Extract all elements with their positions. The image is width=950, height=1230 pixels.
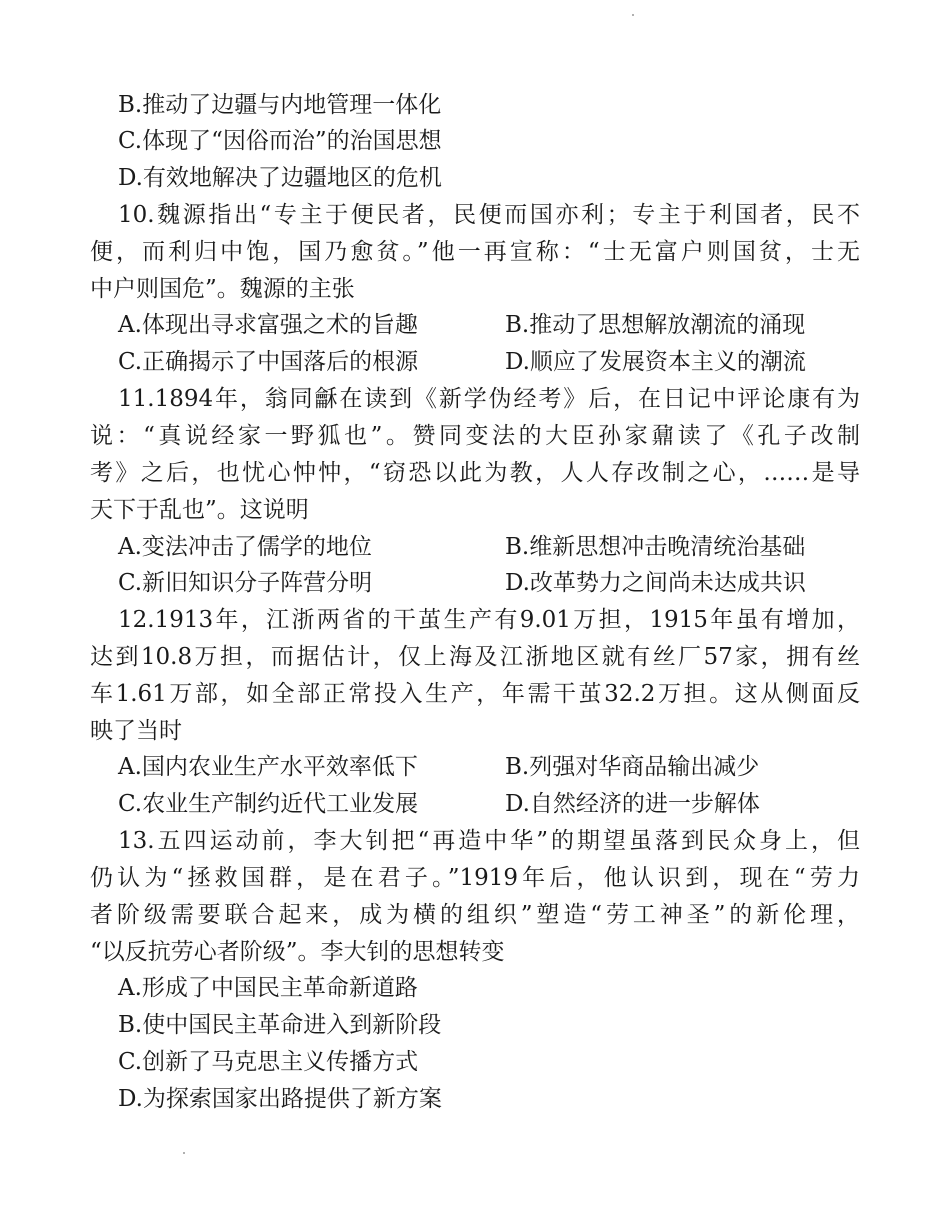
q9-option-d: D.有效地解决了边疆地区的危机 bbox=[118, 165, 442, 191]
q10-option-c: C.正确揭示了中国落后的根源 bbox=[118, 349, 419, 375]
q13-option-d: D.为探索国家出路提供了新方案 bbox=[118, 1086, 442, 1112]
q12-option-c: C.农业生产制约近代工业发展 bbox=[118, 791, 419, 817]
q12-stem-line-4: 映了当时 bbox=[90, 718, 182, 744]
q10-option-a: A.体现出寻求富强之术的旨趣 bbox=[118, 312, 418, 338]
scan-speck bbox=[183, 1152, 185, 1154]
q13-stem-line-1: 13.五四运动前，李大钊把“再造中华”的期望虽落到民众身上，但 bbox=[118, 828, 860, 854]
q10-stem-line-2: 便，而利归中饱，国乃愈贫。”他一再宣称：“士无富户则国贫，士无 bbox=[90, 239, 860, 265]
q10-option-b: B.推动了思想解放潮流的涌现 bbox=[505, 312, 806, 338]
q13-stem-line-4: “以反抗劳心者阶级”。李大钊的思想转变 bbox=[90, 939, 505, 965]
q10-stem-line-3: 中户则国危”。魏源的主张 bbox=[90, 276, 355, 302]
q11-stem-line-4: 天下于乱也”。这说明 bbox=[90, 497, 309, 523]
q9-option-b: B.推动了边疆与内地管理一体化 bbox=[118, 92, 442, 118]
q13-option-c: C.创新了马克思主义传播方式 bbox=[118, 1049, 419, 1075]
q11-option-b: B.维新思想冲击晚清统治基础 bbox=[505, 534, 806, 560]
q12-stem-line-2: 达到10.8万担，而据估计，仅上海及江浙地区就有丝厂57家，拥有丝 bbox=[90, 644, 860, 670]
q11-stem-line-3: 考》之后，也忧心忡忡，“窃恐以此为教，人人存改制之心，……是导 bbox=[90, 460, 860, 486]
q11-stem-line-1: 11.1894年，翁同龢在读到《新学伪经考》后，在日记中评论康有为 bbox=[118, 386, 860, 412]
q12-stem-line-1: 12.1913年，江浙两省的干茧生产有9.01万担，1915年虽有增加， bbox=[118, 607, 860, 633]
q9-option-c: C.体现了“因俗而治”的治国思想 bbox=[118, 128, 442, 154]
q10-stem-line-1: 10.魏源指出“专主于便民者，民便而国亦利；专主于利国者，民不 bbox=[118, 202, 860, 228]
q13-stem-line-2: 仍认为“拯救国群，是在君子。”1919年后，他认识到，现在“劳力 bbox=[90, 865, 860, 891]
q13-stem-line-3: 者阶级需要联合起来，成为横的组织”塑造“劳工神圣”的新伦理， bbox=[90, 902, 860, 928]
q12-option-a: A.国内农业生产水平效率低下 bbox=[118, 754, 418, 780]
q13-option-b: B.使中国民主革命进入到新阶段 bbox=[118, 1012, 442, 1038]
q12-stem-line-3: 车1.61万部，如全部正常投入生产，年需干茧32.2万担。这从侧面反 bbox=[90, 681, 860, 707]
q10-option-d: D.顺应了发展资本主义的潮流 bbox=[505, 349, 806, 375]
q11-option-c: C.新旧知识分子阵营分明 bbox=[118, 570, 373, 596]
q13-option-a: A.形成了中国民主革命新道路 bbox=[118, 975, 418, 1001]
q11-option-d: D.改革势力之间尚未达成共识 bbox=[505, 570, 806, 596]
q11-option-a: A.变法冲击了儒学的地位 bbox=[118, 534, 372, 560]
q12-option-d: D.自然经济的进一步解体 bbox=[505, 791, 760, 817]
q12-option-b: B.列强对华商品输出减少 bbox=[505, 754, 760, 780]
scan-speck bbox=[632, 14, 634, 16]
q11-stem-line-2: 说：“真说经家一野狐也”。赞同变法的大臣孙家鼐读了《孔子改制 bbox=[90, 423, 860, 449]
